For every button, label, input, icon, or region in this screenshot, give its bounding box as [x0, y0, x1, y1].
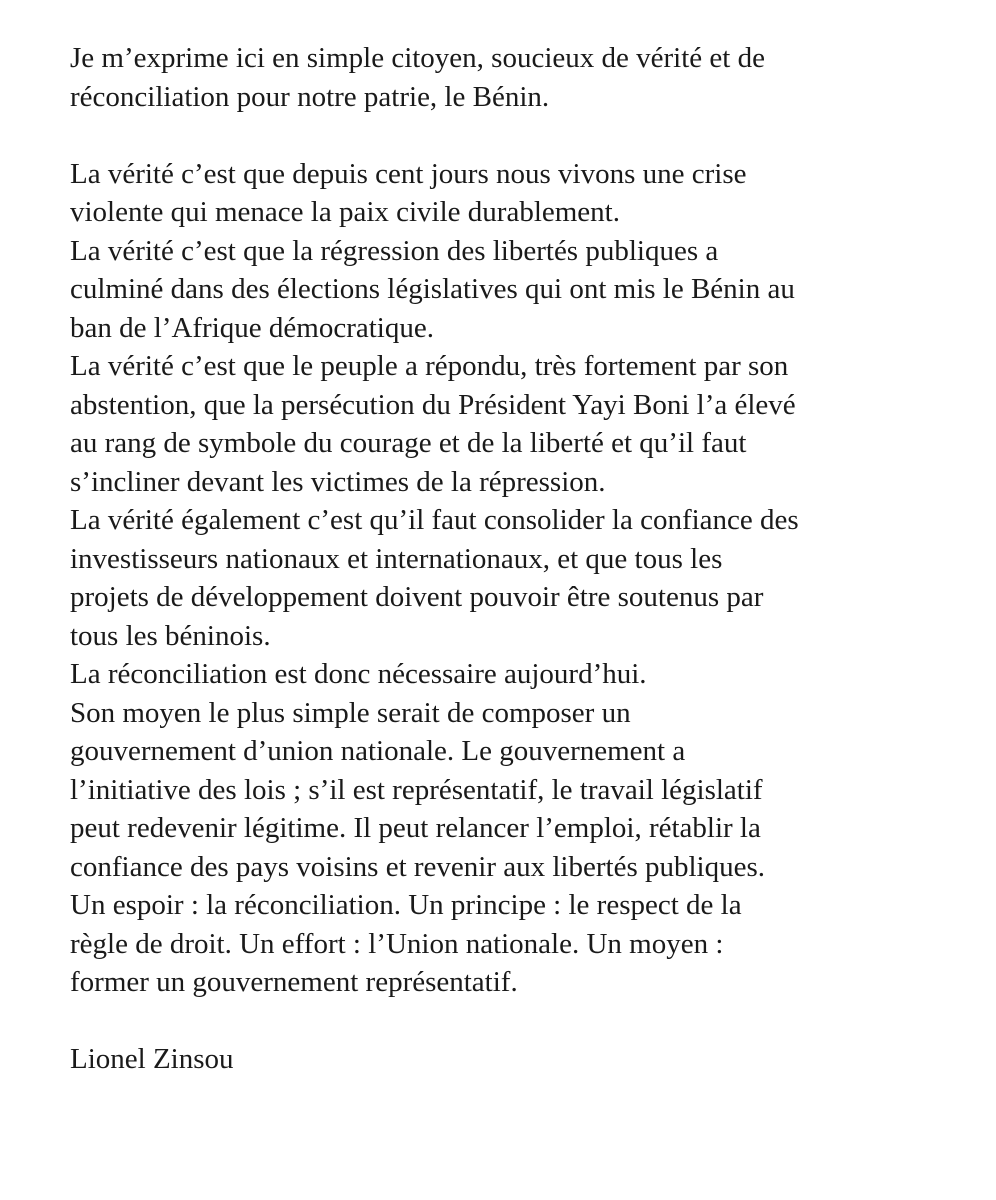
body-line: La réconciliation est donc nécessaire aujourd’hui. [70, 658, 647, 690]
body-line: violente qui menace la paix civile durablement. [70, 196, 620, 228]
body-line: l’initiative des lois ; s’il est représentatif, le travail législatif [70, 773, 763, 806]
signature: Lionel Zinsou [70, 1043, 234, 1075]
body-line: culminé dans des élections législatives qui ont mis le Bénin au [70, 273, 795, 305]
body-line: Un espoir : la réconciliation. Un principe : le respect de la [70, 889, 742, 921]
body-line: règle de droit. Un effort : l’Union nationale. Un moyen : [70, 927, 724, 960]
body-line: confiance des pays voisins et revenir aux libertés publiques. [70, 850, 765, 883]
body-line: peut redevenir légitime. Il peut relancer l’emploi, rétablir la [70, 812, 761, 844]
statement-text [70, 39, 970, 1079]
body-line: La vérité c’est que la régression des libertés publiques a [70, 234, 719, 267]
intro-line: Je m’exprime ici en simple citoyen, soucieux de vérité et de [70, 42, 765, 74]
body-line: La vérité c’est que depuis cent jours nous vivons une crise [70, 157, 747, 190]
body-line: au rang de symbole du courage et de la liberté et qu’il faut [70, 427, 747, 459]
body-line: Son moyen le plus simple serait de composer un [70, 696, 631, 729]
body-line: gouvernement d’union nationale. Le gouvernement a [70, 735, 686, 767]
body-line: investisseurs nationaux et internationaux, et que tous les [70, 542, 723, 575]
body-line: ban de l’Afrique démocratique. [70, 311, 434, 344]
paragraph-gap [70, 116, 970, 155]
body-line: abstention, que la persécution du Président Yayi Boni l’a élevé [70, 388, 796, 421]
body-line: s’incliner devant les victimes de la répression. [70, 465, 606, 498]
body-line: La vérité c’est que le peuple a répondu, très fortement par son [70, 350, 789, 382]
paragraph-gap [70, 1002, 970, 1041]
body-line: former un gouvernement représentatif. [70, 966, 518, 998]
body-line: tous les béninois. [70, 619, 271, 652]
body-line: projets de développement doivent pouvoir être soutenus par [70, 581, 764, 613]
body-line: La vérité également c’est qu’il faut consolider la confiance des [70, 504, 799, 536]
intro-line: réconciliation pour notre patrie, le Bénin. [70, 80, 550, 113]
